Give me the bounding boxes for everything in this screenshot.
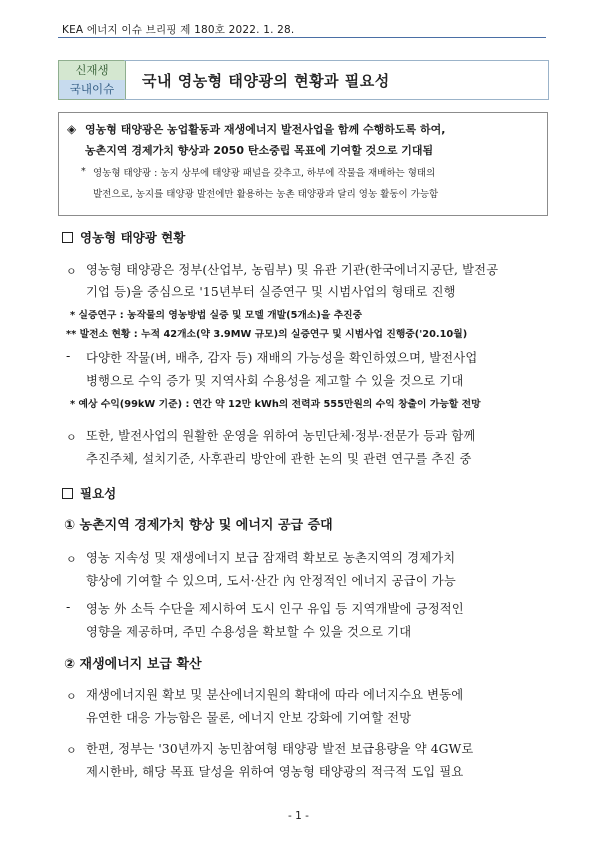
category-tag	[58, 60, 126, 100]
summary-note-1: 영농형 태양광 : 농지 상부에 태양광 패널을 갖추고, 하부에 작물을 재배하는 형태의	[93, 168, 436, 179]
circle-bullet-icon: ㅇ	[66, 690, 77, 703]
necessity-2-para-2-line-1: 한편, 정부는 '30년까지 농민참여형 태양광 발전 보급용량을 약 4GW로	[86, 742, 474, 756]
subcategory-label: 국내이슈	[59, 80, 125, 99]
status-note-c: * 예상 수익(99kW 기준) : 연간 약 12만 kWh의 전력과 555만원의 수익 창출이 가능할 전망	[70, 399, 481, 410]
necessity-1-para-2-line-1: 영농 外 소득 수단을 제시하여 도시 인구 유입 등 지역개발에 긍정적인	[86, 602, 464, 616]
circle-bullet-icon: ㅇ	[66, 744, 77, 757]
status-para-3-line-2: 추진주체, 설치기준, 사후관리 방안에 관한 논의 및 관련 연구를 추진 중	[86, 452, 472, 466]
dash-bullet-icon: -	[66, 600, 71, 614]
diamond-bullet-icon: ◈	[67, 122, 77, 136]
header-divider	[58, 37, 546, 38]
necessity-2-para-1-line-1: 재생에너지원 확보 및 분산에너지원의 확대에 따라 에너지수요 변동에	[86, 688, 464, 702]
dash-bullet-icon: -	[66, 349, 71, 363]
subheading-renewable-expansion: ② 재생에너지 보급 확산	[64, 657, 202, 672]
section-heading-status	[62, 228, 185, 246]
page-number: - 1 -	[288, 810, 309, 822]
summary-line-1: 영농형 태양광은 농업활동과 재생에너지 발전사업을 함께 수행하도록 하여,	[85, 123, 446, 136]
section-heading-necessity-text: 필요성	[80, 486, 117, 501]
status-note-a: * 실증연구 : 농작물의 영농방법 실증 및 모델 개발(5개소)을 추진중	[70, 310, 363, 321]
necessity-1-para-2-line-2: 영향을 제공하며, 주민 수용성을 확보할 수 있을 것으로 기대	[86, 625, 412, 639]
summary-box	[58, 112, 548, 216]
status-para-1-line-2: 기업 등)을 중심으로 '15년부터 실증연구 및 시범사업의 형태로 진행	[86, 285, 456, 299]
status-note-b: ** 발전소 현황 : 누적 42개소(약 3.9MW 규모)의 실증연구 및 시범사업 진행중('20.10월)	[66, 329, 468, 340]
necessity-1-para-1-line-1: 영농 지속성 및 재생에너지 보급 잠재력 확보로 농촌지역의 경제가치	[86, 551, 456, 565]
necessity-2-para-1-line-2: 유연한 대응 가능함은 물론, 에너지 안보 강화에 기여할 전망	[86, 711, 412, 725]
circle-bullet-icon: ㅇ	[66, 265, 77, 278]
status-para-2-line-2: 병행으로 수익 증가 및 지역사회 수용성을 제고할 수 있을 것으로 기대	[86, 374, 464, 388]
section-heading-status-text: 영농형 태양광 현황	[80, 230, 186, 245]
status-para-2-line-1: 다양한 작물(벼, 배추, 감자 등) 재배의 가능성을 확인하였으며, 발전사업	[86, 351, 478, 365]
circle-bullet-icon: ㅇ	[66, 553, 77, 566]
circle-bullet-icon: ㅇ	[66, 431, 77, 444]
necessity-1-para-1-line-2: 향상에 기여할 수 있으며, 도서·산간 內 안정적인 에너지 공급이 가능	[86, 574, 456, 588]
title-box	[124, 60, 549, 100]
page-title: 국내 영농형 태양광의 현황과 필요성	[142, 72, 390, 90]
checkbox-square-icon	[62, 232, 73, 243]
summary-line-2: 농촌지역 경제가치 향상과 2050 탄소중립 목표에 기여할 것으로 기대됨	[85, 144, 434, 157]
status-para-3-line-1: 또한, 발전사업의 원활한 운영을 위하여 농민단체·정부·전문가 등과 함께	[86, 429, 476, 443]
header-text: KEA 에너지 이슈 브리핑 제 180호 2022. 1. 28.	[62, 24, 295, 36]
checkbox-square-icon	[62, 488, 73, 499]
summary-note-2: 발전으로, 농지를 태양광 발전에만 활용하는 농촌 태양광과 달리 영농 활동이 가능함	[93, 189, 439, 200]
section-heading-necessity	[62, 484, 116, 502]
category-label: 신재생	[59, 61, 125, 80]
summary-note-mark: *	[81, 166, 86, 177]
subheading-economic-value: ① 농촌지역 경제가치 향상 및 에너지 공급 증대	[64, 518, 333, 533]
necessity-2-para-2-line-2: 제시한바, 해당 목표 달성을 위하여 영농형 태양광의 적극적 도입 필요	[86, 765, 464, 779]
status-para-1-line-1: 영농형 태양광은 정부(산업부, 농림부) 및 유관 기관(한국에너지공단, 발전공	[86, 263, 499, 277]
